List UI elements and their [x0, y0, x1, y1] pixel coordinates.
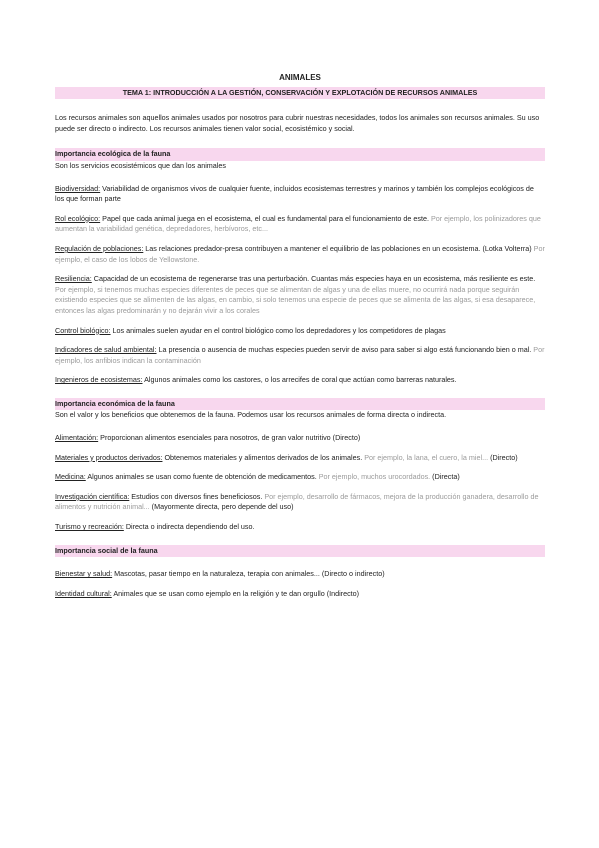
section-heading: Importancia social de la fauna: [55, 545, 545, 558]
item-text: Obtenemos materiales y alimentos derivados de los animales.: [162, 452, 365, 462]
item-term: Alimentación:: [55, 433, 99, 443]
document-page: [55, 73, 545, 608]
item-term: Turismo y recreación:: [55, 522, 124, 532]
section-lead: Son el valor y los beneficios que obtenemos de la fauna. Podemos usar los recursos animales de forma directa o indirecta.: [55, 410, 447, 420]
list-item: [55, 274, 545, 316]
item-text: Papel que cada animal juega en el ecosistema, el cual es fundamental para el funcionamiento de este.: [100, 213, 431, 223]
item-example: Por ejemplo, los polinizadores que aumentan la variabilidad genética, depredadores, herbívoros, etc...: [55, 213, 541, 234]
list-item: [55, 492, 545, 513]
list-item: [55, 214, 545, 235]
item-term: Bienestar y salud:: [55, 569, 113, 579]
item-example: Por ejemplo, la lana, el cuero, la miel...: [364, 452, 489, 462]
item-tail: (Mayormente directa, pero depende del uso): [149, 502, 294, 512]
sections-container: [55, 148, 545, 599]
list-item: [55, 244, 545, 265]
list-item: [55, 569, 545, 580]
item-term: Control biológico:: [55, 325, 111, 335]
item-term: Medicina:: [55, 472, 86, 482]
item-text: Directa o indirecta dependiendo del uso.: [123, 522, 255, 532]
list-item: [55, 453, 545, 464]
item-text: Algunos animales como los castores, o los arrecifes de coral que actúan como barreras naturales.: [142, 375, 457, 385]
document-subtitle: TEMA 1: INTRODUCCIÓN A LA GESTIÓN, CONSERVACIÓN Y EXPLOTACIÓN DE RECURSOS ANIMALES: [55, 87, 545, 100]
item-text: La presencia o ausencia de muchas especies pueden servir de aviso para saber si algo está funcionando bien o mal.: [156, 345, 534, 355]
item-text: Variabilidad de organismos vivos de cualquier fuente, incluidos ecosistemas terrestres y marinos y también los complejos ecológicos de los que forman parte: [55, 183, 534, 204]
item-text: Los animales suelen ayudar en el control biológico como los depredadores y los competidores de plagas: [110, 325, 446, 335]
section-lead: Son los servicios ecosistémicos que dan los animales: [55, 160, 226, 170]
section-heading: Importancia ecológica de la fauna: [55, 148, 545, 161]
item-term: Materiales y productos derivados:: [55, 452, 163, 462]
list-item: [55, 184, 545, 205]
document-title: ANIMALES: [279, 73, 321, 82]
item-term: Identidad cultural:: [55, 588, 112, 598]
item-example: Por ejemplo, muchos urocordados.: [318, 472, 431, 482]
item-term: Rol ecológico:: [55, 213, 101, 223]
list-item: [55, 326, 545, 337]
list-item: [55, 345, 545, 366]
item-example: Por ejemplo, si tenemos muchas especies diferentes de peces que se alimentan de algas y una de ellas muere, no ocurrirá nada porque seguirán existiendo especies que se alimenten de las algas, en cambio, si solo tenemos una especie de peces que se alimenta de las algas, si esa desaparece, entonces las algas predominarán y no dejarán vivir a los corales: [55, 284, 536, 315]
item-text: Algunos animales se usan como fuente de obtención de medicamentos.: [85, 472, 319, 482]
item-term: Ingenieros de ecosistemas:: [55, 375, 143, 385]
item-term: Resiliencia:: [55, 274, 92, 284]
item-text: Proporcionan alimentos esenciales para nosotros, de gran valor nutritivo (Directo): [98, 433, 361, 443]
item-example: Por ejemplo, los anfibios indican la contaminación: [55, 345, 545, 365]
list-item: [55, 472, 545, 483]
item-text: Mascotas, pasar tiempo en la naturaleza, terapia con animales... (Directo o indirecto): [112, 569, 385, 579]
item-term: Indicadores de salud ambiental:: [55, 345, 157, 355]
section-heading: Importancia económica de la fauna: [55, 398, 545, 411]
list-item: [55, 433, 545, 444]
item-text: Capacidad de un ecosistema de regenerarse tras una perturbación. Cuantas más especies haya en un ecosistema, más resiliente es este.: [91, 274, 536, 284]
item-tail: (Directa): [430, 472, 460, 482]
list-item: [55, 375, 545, 386]
item-term: Biodiversidad:: [55, 183, 101, 193]
list-item: [55, 522, 545, 533]
item-text: Estudios con diversos fines beneficiosos.: [129, 491, 265, 501]
item-text: Las relaciones predador-presa contribuyen a mantener el equilibrio de las poblaciones en un ecosistema. (Lotka Volterra): [143, 243, 534, 253]
list-item: [55, 589, 545, 600]
item-tail: (Directo): [488, 452, 518, 462]
item-example: Por ejemplo, el caso de los lobos de Yellowstone.: [55, 243, 545, 264]
item-term: Investigación científica:: [55, 491, 130, 501]
item-example: Por ejemplo, desarrollo de fármacos, mejora de la producción ganadera, desarrollo de alimentos y nutrición animal...: [55, 491, 539, 512]
item-text: Animales que se usan como ejemplo en la religión y te dan orgullo (Indirecto): [111, 588, 360, 598]
item-term: Regulación de poblaciones:: [55, 243, 144, 253]
intro-paragraph: Los recursos animales son aquellos animales usados por nosotros para cubrir nuestras necesidades, todos los animales son recursos animales. Su uso puede ser directo o indirecto. Los recursos animales tienen valor social, ecosistémico y social.: [55, 113, 540, 133]
